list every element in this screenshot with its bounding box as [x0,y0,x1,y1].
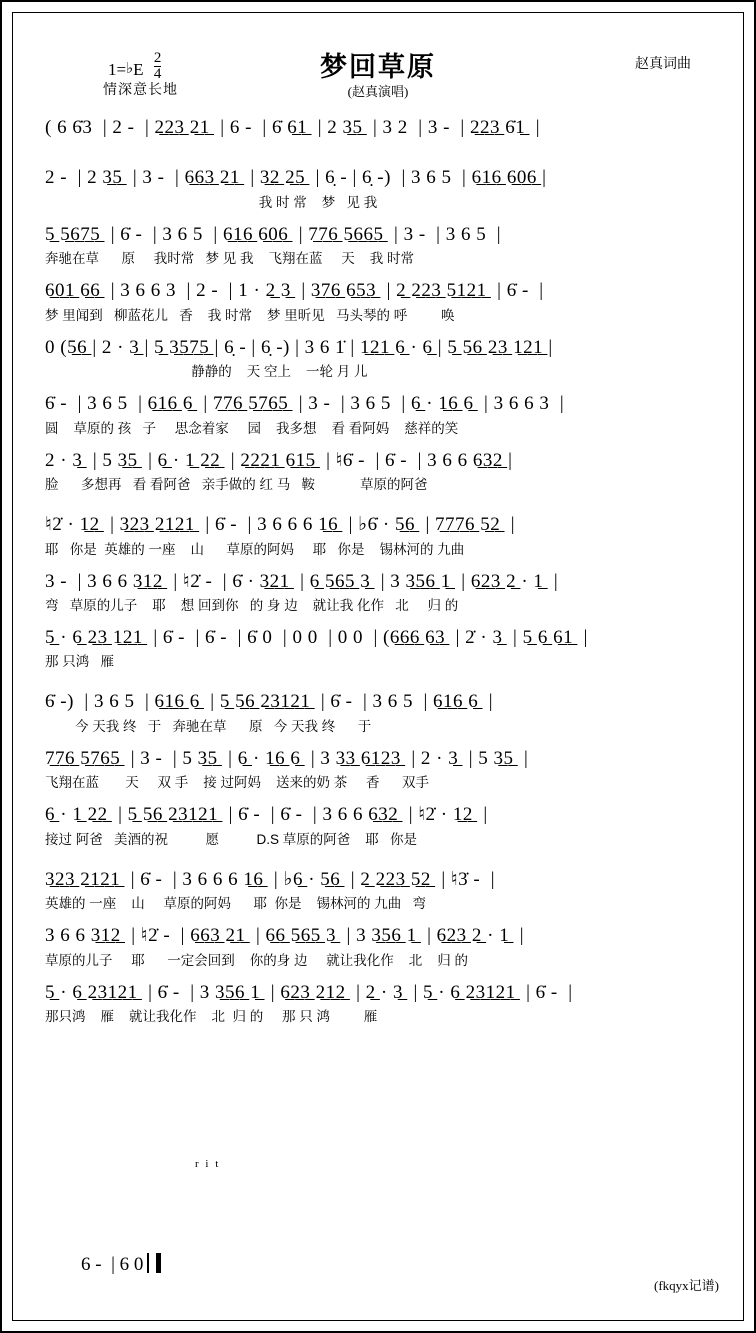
notation-line: ( 6 6̇3 | 2 - | 2̲2̲3̲ 2̲1̲ | 6 - | 6̇ 6̲1̲ | 2 3̲5̲ | 3 2 | 3 - | 2̲2̲3̲ 6̇1̲ | [45,117,541,138]
system-gap [43,671,713,685]
lyrics-line: 接过 阿爸 美酒的祝 愿 D.S 草原的阿爸 耶 你是 [45,831,418,847]
notation-line: 7̲7̲6̲ 5̲7̲6̲5̲ | 3 - | 5 3̲5̲ | 6̲ · 1̲6̲ 6̲ | 3 3̲3̲ 6̲1̲2̲3̲ | 2 · 3̲ | 5 3̲5̲ | [45,747,529,769]
composer-credit: 赵真词曲 [635,57,691,72]
system-gap [43,736,713,742]
system-10 [43,623,713,671]
system-gap [43,849,713,863]
system-11 [43,687,713,735]
lyrics-line: 梦 里闻到 柳蓝花儿 香 我 时常 梦 里昕见 马头琴的 呼 唤 [45,307,455,323]
system-gap [43,268,713,274]
system-gap [43,615,713,621]
tempo-marking: 情深意长地 [103,83,178,98]
page-content [13,13,743,1320]
system-4 [43,276,713,324]
lyrics-line: 弯 草原的儿子 耶 想 回到你 的 身 边 就让我 化作 北 归 的 [45,597,459,613]
lyrics-line: 今 天我 终 于 奔驰在草 原 今 天我 终 于 [45,718,372,734]
transcriber-credit: (fkqyx记谱) [654,1278,719,1293]
lyrics-line: 静静的 天 空上 一轮 月 儿 [45,364,368,380]
notation-line: 3 - | 3 6 6 3̲1̲2̲ | ♮2̇ - | 6̇ · 3̲2̲1̲ | 6̲ 5̲6̲5̲ 3̲ | 3 3̲5̲6̲ 1̲ | 6̲2̲3̲ 2̲ · 1̲ | [45,570,559,592]
score-header [43,41,713,111]
lyrics-line: 脸 多想再 看 看阿爸 亲手做的 红 马 鞍 草原的阿爸 [45,477,428,493]
notation-line: 2 - | 2 3̲5̲ | 3 - | 6̲6̲3̲ 2̲1̲ | 3̲2̲ 2̲5̲ | 6̣ - | 6̣ -) | 3 6 5 | 6̲1̲6̲ 6̲0̲6̲ | [45,167,547,189]
notation-line: 5̲ · 6̲ 2̲3̲1̲2̲1̲ | 6̇ - | 3 3̲5̲6̲ 1̲ | 6̲2̲3̲ 2̲1̲2̲ | 2̲ · 3̲ | 5̲ · 6̲ 2̲3̲1̲2̲1̲ | 6̇ - | [45,981,573,1003]
system-13 [43,800,713,848]
notation-line: 5̲ 5̲6̲7̲5̲ | 6̇ - | 3 6 5 | 6̲1̲6̲ 6̲0̲6̲ | 7̲7̲6̲ 5̲6̲6̲5̲ | 3 - | 3 6 5 | [45,223,502,245]
system-gap [43,559,713,565]
notation-line: 6̇ -) | 3 6 5 | 6̲1̲6̲ 6̲ | 5̲ 5̲6̲ 2̲3̲1̲2̲1̲ | 6̇ - | 3 6 5 | 6̲1̲6̲ 6̲ | [45,691,494,713]
final-barline-icon [147,1253,161,1273]
system-gap [43,494,713,508]
notation-line: 6̇ - | 3 6 5 | 6̲1̲6̲ 6̲ | 7̲7̲6̲ 5̲7̲6̲5̲ | 3 - | 3 6 5 | 6̲ · 1̲6̲ 6̲ | 3 6 6 3 | [45,393,565,415]
system-9 [43,567,713,615]
system-15 [43,921,713,969]
system-gap [43,438,713,444]
system-gap [43,325,713,331]
rit-marking: r i t [195,1158,221,1170]
page-inner-border [12,12,744,1321]
lyrics-line: 圆 草原的 孩 子 思念着家 园 我多想 看 看阿妈 慈祥的笑 [45,420,459,436]
ending-measure [43,1231,161,1298]
notation-line: 2 · 3̲ | 5 3̲5̲ | 6̲ · 1̲ 2̲2̲ | 2̲2̲2̲1̲ 6̲1̲5̲ | ♮6̇ - | 6̇ - | 3 6 6 6̲3̲2̲ | [45,449,513,471]
flat-icon: ♭ [126,61,134,77]
lyrics-line: 我 时 常 梦 见 我 [45,194,378,210]
system-7 [43,446,713,494]
notation-line: 0 (5̲6̲ | 2 · 3̲ | 5̲ 3̲5̲7̲5̲ | 6̣ - | 6̣ -) | 3 6 1̇ | 1̲2̲1̲ 6̲ · 6̲ | 5̲ 5̲6̲ 2̲3̲ 1̲2̲1̲ | [45,336,553,358]
system-gap [43,913,713,919]
lyrics-line: 耶 你是 英雄的 一座 山 草原的阿妈 耶 你是 锡林河的 九曲 [45,541,465,557]
system-14 [43,865,713,913]
key-letter: E [133,60,144,79]
notation-line: 3 6 6 3̲1̲2̲ | ♮2̇ - | 6̲6̲3̲ 2̲1̲ | 6̲6̲ 5̲6̲5̲ 3̲ | 3 3̲5̲6̲ 1̲ | 6̲2̲3̲ 2̲ · 1̲ | [45,925,525,947]
system-gap [43,970,713,976]
system-2 [43,163,713,211]
system-3 [43,220,713,268]
system-6 [43,389,713,437]
lyrics-line: 英雄的 一座 山 草原的阿妈 耶 你是 锡林河的 九曲 弯 [45,896,427,912]
system-12 [43,744,713,792]
lyrics-line [43,142,713,161]
lyrics-line: 飞翔在蓝 天 双 手 接 过阿妈 送来的奶 茶 香 双手 [45,775,430,791]
lyrics-line: 那只鸿 雁 就让我化作 北 归 的 那 只 鸿 雁 [45,1009,378,1024]
ending-notes: 6 - | 6 0 [81,1254,144,1275]
performer-subtitle: (赵真演唱) [347,84,409,99]
system-1 [43,113,713,161]
music-systems [43,113,713,1026]
system-gap [43,212,713,218]
notation-line: ♮2̇ · 1̲2̲ | 3̲2̲3̲ 2̲1̲2̲1̲ | 6̇ - | 3 6 6 6 1̲6̲ | ♭6̇ · 5̲6̲ | 7̲7̲7̲6̲ 5̲2̲ | [45,514,516,536]
key-signature-label: 1= [108,60,127,79]
lyrics-line: 那 只鸿 雁 [45,654,115,670]
system-5 [43,333,713,381]
system-8 [43,510,713,558]
notation-line: 6̲ · 1̲ 2̲2̲ | 5̲ 5̲6̲ 2̲3̲1̲2̲1̲ | 6̇ - | 6̇ - | 3 6 6 6̲3̲2̲ | ♮2̇ · 1̲2̲ | [45,804,488,826]
time-signature-numerator: 2 [153,50,162,66]
lyrics-line: 奔驰在草 原 我时常 梦 见 我 飞翔在蓝 天 我 时常 [45,251,415,267]
notation-line: 6̲0̲1̲ 6̲6̲ | 3 6 6 3 | 2 - | 1 · 2̲ 3̲ | 3̲7̲6̲ 6̲5̲3̲ | 2̲ 2̲2̲3̲ 5̲1̲2̲1̲ | 6̇ - | [45,280,544,302]
time-signature-denominator: 4 [153,66,162,82]
notation-line: 5̲ · 6̲ 2̲3̲ 1̲2̲1̲ | 6̇ - | 6̇ - | 6̇ 0 | 0 0 | 0 0 | (6̲6̲6̲ 6̲3̲ | 2̇ · 3̲ | 5̲ 6̲ 6̲1̲ | [45,626,588,648]
system-16 [43,978,713,1026]
system-gap [43,381,713,387]
notation-line: 3̲2̲3̲ 2̲1̲2̲1̲ | 6̇ - | 3 6 6 6 1̲6̲ | ♭6̲ · 5̲6̲ | 2̲ 2̲2̲3̲ 5̲2̲ | ♮3̇ - | [45,868,496,890]
lyrics-line: 草原的儿子 耶 一定会回到 你的身 边 就让我化作 北 归 的 [45,952,469,968]
page-title: 梦回草原 [320,52,436,82]
system-gap [43,792,713,798]
